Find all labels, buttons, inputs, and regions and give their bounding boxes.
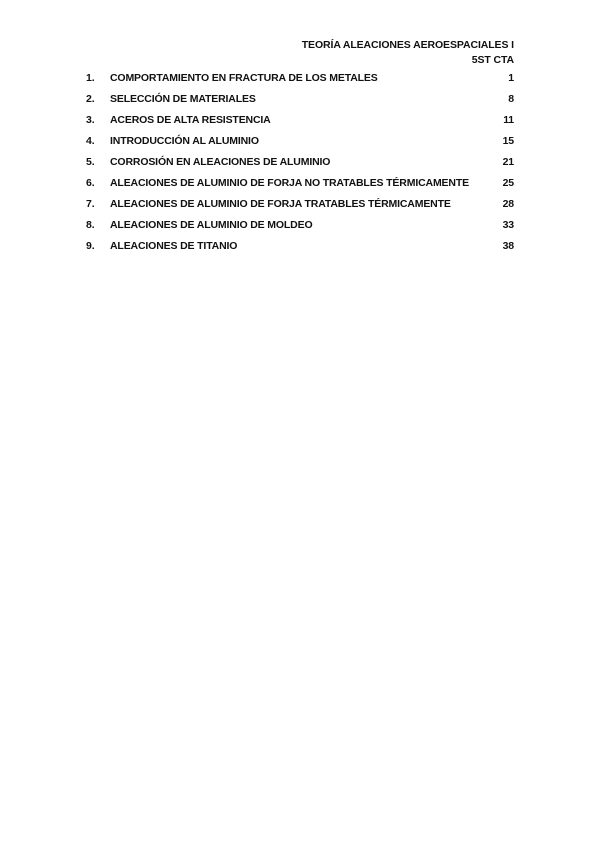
header-subtitle: 5ST CTA	[471, 54, 514, 66]
toc-entry-number: 5.	[86, 156, 95, 168]
toc-entry-6[interactable]	[86, 177, 514, 198]
toc-entry-2[interactable]	[86, 93, 514, 114]
toc-entry-number: 8.	[86, 219, 95, 231]
toc-entry-page: 28	[502, 198, 514, 210]
toc-entry-number: 4.	[86, 135, 95, 147]
toc-entry-number: 1.	[86, 72, 95, 84]
toc-entry-page: 33	[502, 219, 514, 231]
toc-entry-number: 6.	[86, 177, 95, 189]
toc-entry-number: 9.	[86, 240, 95, 252]
header-title: TEORÍA ALEACIONES AEROESPACIALES I	[301, 39, 514, 51]
page-header	[302, 38, 514, 68]
toc-entry-7[interactable]	[86, 198, 514, 219]
toc-entry-title: CORROSIÓN EN ALEACIONES DE ALUMINIO	[110, 156, 331, 168]
toc-entry-1[interactable]	[86, 72, 514, 93]
toc-entry-title: ALEACIONES DE ALUMINIO DE MOLDEO	[110, 219, 313, 231]
toc-entry-title: COMPORTAMIENTO EN FRACTURA DE LOS METALES	[110, 72, 378, 84]
toc-entry-page: 1	[508, 72, 514, 84]
toc-entry-page: 38	[502, 240, 514, 252]
toc-entry-page: 11	[503, 114, 514, 126]
toc-entry-8[interactable]	[86, 219, 514, 240]
toc-entry-number: 3.	[86, 114, 95, 126]
toc-entry-3[interactable]	[86, 114, 514, 135]
table-of-contents	[86, 72, 514, 261]
toc-entry-page: 21	[502, 156, 514, 168]
toc-entry-title: ALEACIONES DE ALUMINIO DE FORJA NO TRATABLES TÉRMICAMENTE	[110, 177, 469, 189]
toc-entry-page: 8	[508, 93, 514, 105]
toc-entry-9[interactable]	[86, 240, 514, 261]
toc-entry-title: ALEACIONES DE TITANIO	[110, 240, 238, 252]
toc-entry-title: ALEACIONES DE ALUMINIO DE FORJA TRATABLES TÉRMICAMENTE	[110, 198, 451, 210]
toc-entry-number: 2.	[86, 93, 95, 105]
toc-entry-page: 15	[502, 135, 514, 147]
toc-entry-title: INTRODUCCIÓN AL ALUMINIO	[110, 135, 259, 147]
toc-entry-5[interactable]	[86, 156, 514, 177]
toc-entry-title: ACEROS DE ALTA RESISTENCIA	[110, 114, 271, 126]
toc-entry-number: 7.	[86, 198, 95, 210]
toc-entry-title: SELECCIÓN DE MATERIALES	[110, 93, 256, 105]
toc-entry-page: 25	[502, 177, 514, 189]
toc-entry-4[interactable]	[86, 135, 514, 156]
